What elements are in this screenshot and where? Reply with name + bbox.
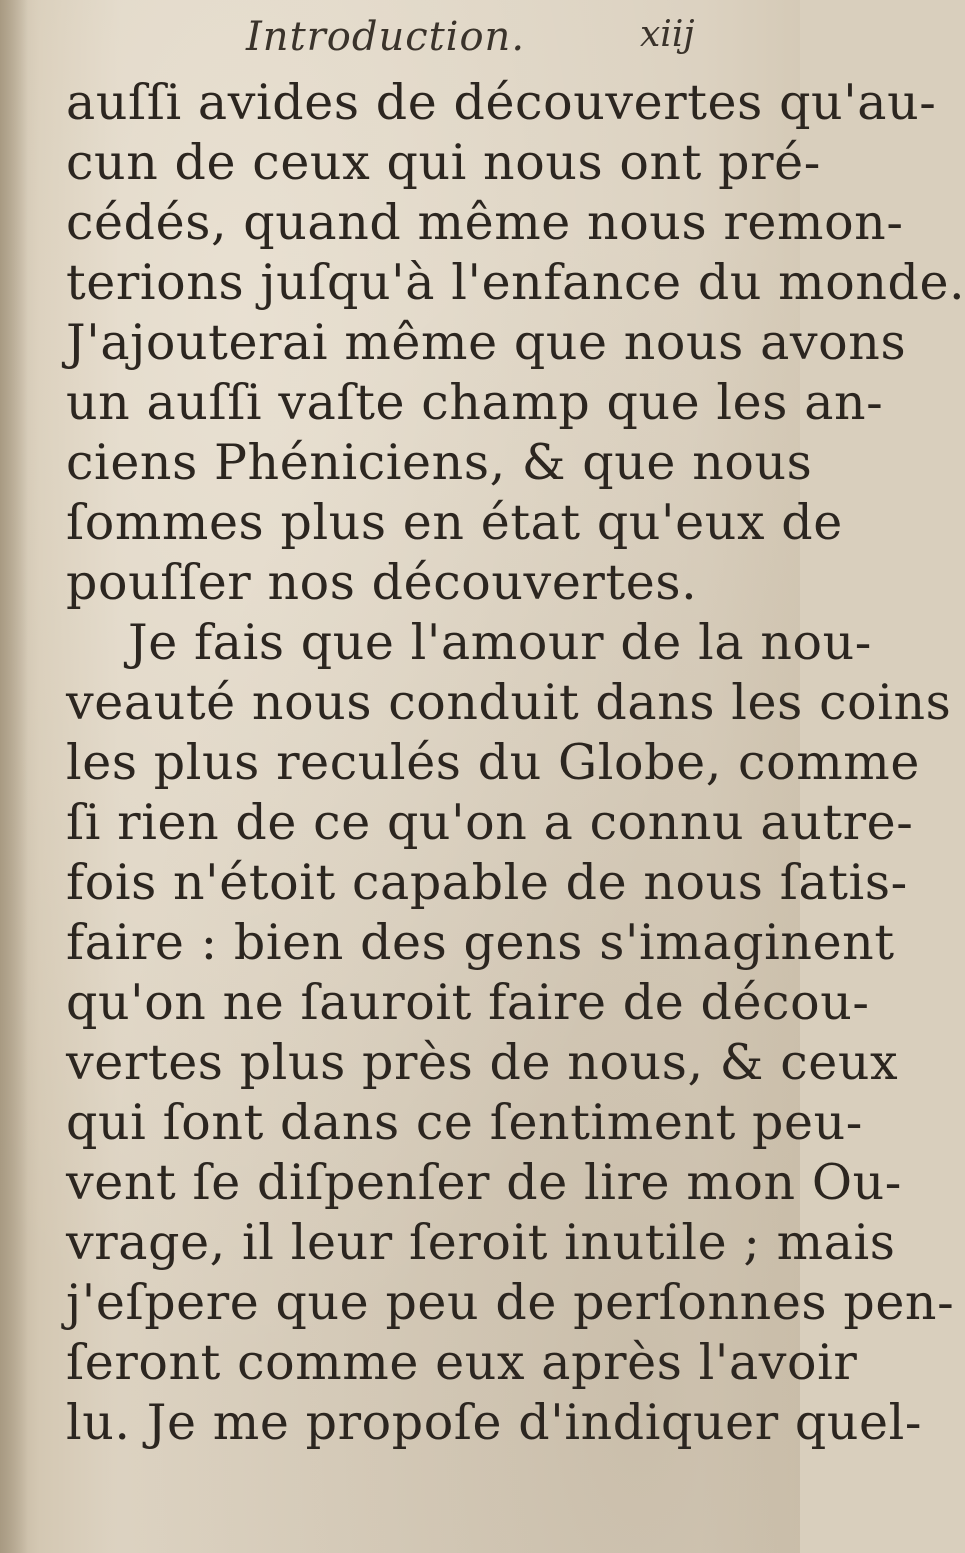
text-line: auſſi avides de découvertes qu'au- bbox=[66, 74, 937, 131]
text-line: j'eſpere que peu de perſonnes pen- bbox=[66, 1274, 955, 1331]
text-line: qu'on ne ſauroit faire de décou- bbox=[66, 974, 870, 1031]
text-line: pouſſer nos découvertes. bbox=[66, 554, 698, 611]
text-line: vertes plus près de nous, & ceux bbox=[66, 1034, 899, 1091]
text-line: veauté nous conduit dans les coins bbox=[66, 674, 952, 731]
text-line: qui ſont dans ce ſentiment peu- bbox=[66, 1094, 863, 1151]
text-line: lu. Je me propoſe d'indiquer quel- bbox=[66, 1394, 923, 1451]
text-line: vrage, il leur ſeroit inutile ; mais bbox=[66, 1214, 896, 1271]
text-line: un auſſi vaſte champ que les an- bbox=[66, 374, 884, 431]
text-line: vent ſe diſpenſer de lire mon Ou- bbox=[66, 1154, 902, 1211]
text-line: cédés, quand même nous remon- bbox=[66, 194, 904, 251]
text-line: ſeront comme eux après l'avoir bbox=[66, 1334, 858, 1391]
text-line: cun de ceux qui nous ont pré- bbox=[66, 134, 821, 191]
text-line: faire : bien des gens s'imaginent bbox=[66, 914, 895, 971]
text-line: ſommes plus en état qu'eux de bbox=[66, 494, 843, 551]
page-gutter bbox=[0, 0, 28, 1553]
page-number: xiij bbox=[640, 14, 695, 55]
text-line: fois n'étoit capable de nous ſatis- bbox=[66, 854, 908, 911]
text-line: J'ajouterai même que nous avons bbox=[66, 314, 907, 371]
text-line: Je fais que l'amour de la nou- bbox=[128, 614, 872, 671]
running-head-title: Introduction. bbox=[246, 14, 526, 60]
text-line: terions juſqu'à l'enfance du monde. bbox=[66, 254, 965, 311]
text-line: ciens Phéniciens, & que nous bbox=[66, 434, 813, 491]
text-line: ſi rien de ce qu'on a connu autre- bbox=[66, 794, 914, 851]
running-head bbox=[0, 8, 800, 68]
text-line: les plus reculés du Globe, comme bbox=[66, 734, 920, 791]
